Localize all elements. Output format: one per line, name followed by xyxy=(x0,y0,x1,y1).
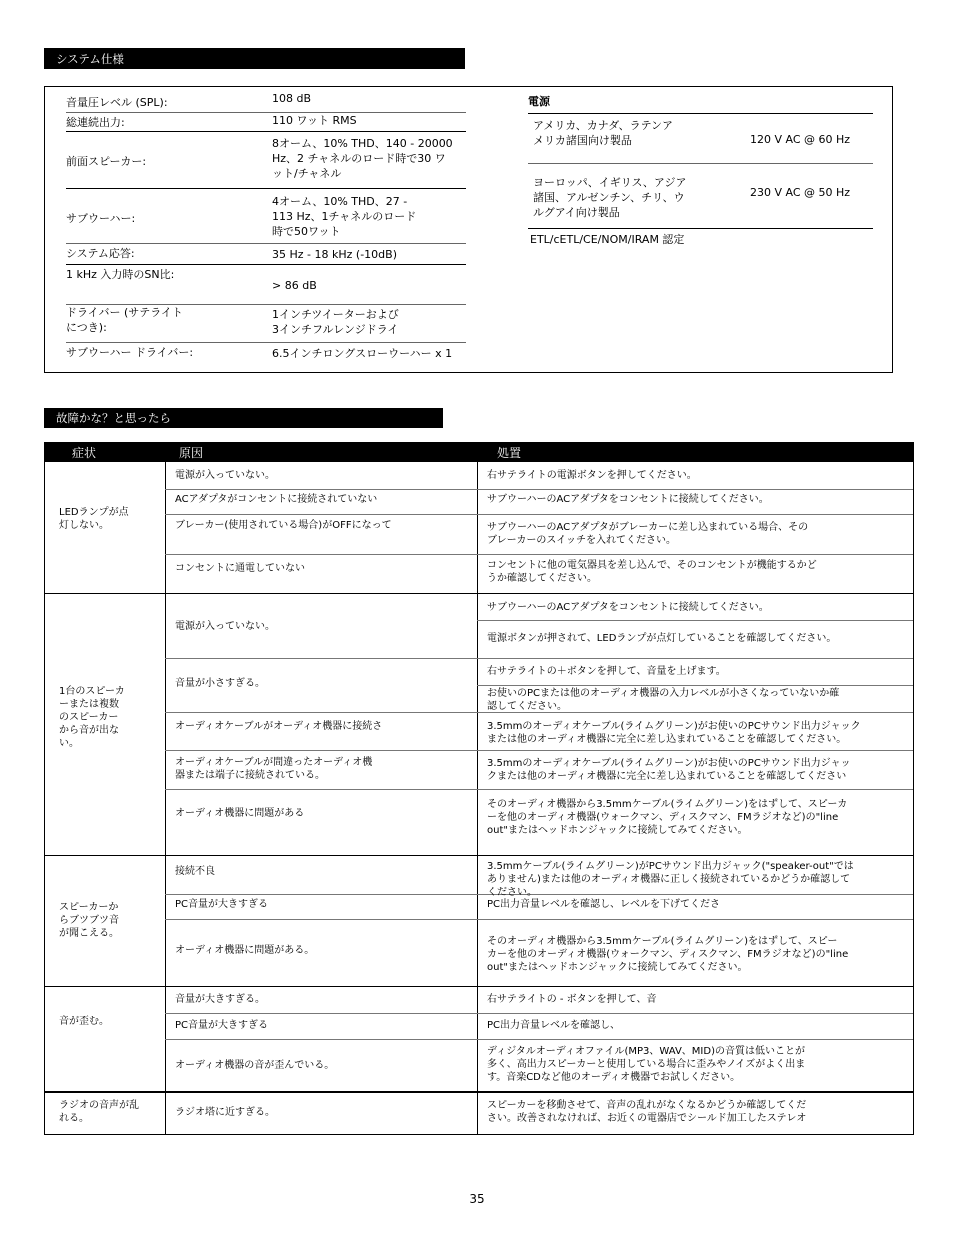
cause: ラジオ塔に近すぎる。 xyxy=(175,1107,275,1118)
solution: スピーカーを移動させて、音声の乱れがなくなるかどうか確認してくだ さい。改善されなければ、お近くの電器店でシールド加工したステレオ xyxy=(487,1100,807,1124)
symptom: 音が歪む。 xyxy=(59,1016,109,1027)
solution: コンセントに他の電気器具を差し込んで、そのコンセントが機能するかど うか確認してください。 xyxy=(487,560,817,584)
spec-box xyxy=(44,86,893,373)
symptom: 1台のスピーカ ーまたは複数 のスピーカー から音が出な い。 xyxy=(59,686,125,749)
trouble-group xyxy=(44,1091,914,1135)
cause: オーディオケーブルがオーディオ機器に接続さ xyxy=(175,721,383,732)
divider xyxy=(66,188,466,189)
divider xyxy=(66,243,466,244)
spec-label: ドライバー (サテライト xyxy=(66,306,183,319)
spec-value: 110 ワット RMS xyxy=(272,114,357,127)
solution: PC出力音量レベルを確認し、 xyxy=(487,1020,621,1031)
trouble-group xyxy=(44,855,914,987)
cause: オーディオ機器の音が歪んでいる。 xyxy=(175,1060,335,1071)
solution: 電源ボタンが押されて、LEDランプが点灯していることを確認してください。 xyxy=(487,633,837,644)
spec-value: 4オーム、10% THD、27 - xyxy=(272,195,408,208)
cause: コンセントに通電していない xyxy=(175,563,305,574)
solution: 3.5mmのオーディオケーブル(ライムグリーン)がお使いのPCサウンド出力ジャック または他のオーディオ機器に完全に差し込まれていることを確認してください。 xyxy=(487,721,861,745)
spec-label: サブウーハー: xyxy=(66,212,136,225)
trouble-group xyxy=(44,461,914,594)
symptom: LEDランプが点 灯しない。 xyxy=(59,507,129,531)
solution: そのオーディオ機器から3.5mmケーブル(ライムグリーン)をはずして、スピー カーを他のオーディオ機器(ウォークマン、ディスクマン、FMラジオなど)の"line out"またはヘッドホンジャックに接続してみてください。 xyxy=(487,936,849,973)
table-header xyxy=(44,442,914,461)
divider xyxy=(66,304,466,305)
power-region: ルグアイ向け製品 xyxy=(533,206,620,219)
cause: オーディオケーブルが間違ったオーディオ機 器または端子に接続されている。 xyxy=(175,757,373,781)
divider xyxy=(528,113,873,114)
cause: ブレーカー(使用されている場合)がOFFになって xyxy=(175,520,392,531)
power-region: 諸国、アルゼンチン、チリ、ウ xyxy=(533,191,685,204)
spec-value: 8オーム、10% THD、140 - 20000 xyxy=(272,137,453,150)
spec-label: 総連続出力: xyxy=(66,116,125,129)
spec-label: システム応答: xyxy=(66,247,135,260)
solution: サブウーハーのACアダプタがブレーカーに差し込まれている場合、その ブレーカーのスイッチを入れてください。 xyxy=(487,522,809,546)
solution: サブウーハーのACアダプタをコンセントに接続してください。 xyxy=(487,494,769,505)
solution: お使いのPCまたは他のオーディオ機器の入力レベルが小さくなっていないか確 認してください。 xyxy=(487,688,840,712)
solution: 右サテライトの＋ボタンを押して、音量を上げます。 xyxy=(487,666,726,677)
spec-value: 113 Hz、1チャネルのロード xyxy=(272,210,417,223)
symptom: スピーカーか らブツブツ音 が聞こえる。 xyxy=(59,902,119,939)
page-number: 35 xyxy=(469,1192,485,1206)
solution: サブウーハーのACアダプタをコンセントに接続してください。 xyxy=(487,602,769,613)
divider xyxy=(66,342,466,343)
power-region: ヨーロッパ、イギリス、アジア xyxy=(533,176,687,189)
symptom: ラジオの音声が乱 れる。 xyxy=(59,1100,139,1124)
solution: ディジタルオーディオファイル(MP3、WAV、MID)の音質は低いことが 多く、高出力スピーカーと使用している場合に歪みやノイズがよく出ま す。音楽CDなど他のオーディオ機器でお試しください。 xyxy=(487,1046,806,1083)
spec-value: 時で50ワット xyxy=(272,225,341,238)
spec-label: につき): xyxy=(66,321,107,334)
solution: 3.5mmケーブル(ライムグリーン)がPCサウンド出力ジャック("speaker-out"では ありません)または他のオーディオ機器に正しく接続されているかどうか確認して ください。 xyxy=(487,861,854,898)
certification: ETL/cETL/CE/NOM/IRAM 認定 xyxy=(530,233,685,246)
trouble-section-title: 故障かな？と思ったら xyxy=(44,408,443,428)
spec-value: > 86 dB xyxy=(272,279,317,292)
cause: PC音量が大きすぎる xyxy=(175,1020,269,1031)
solution: そのオーディオ機器から3.5mmケーブル(ライムグリーン)をはずして、スピーカ ーを他のオーディオ機器(ウォークマン、ディスクマン、FMラジオなど)の"line out"またはヘッドホンジャックに接続してみてください。 xyxy=(487,799,848,836)
cause: オーディオ機器に問題がある xyxy=(175,808,305,819)
header-solution: 処置 xyxy=(497,446,522,460)
spec-value: Hz、2 チャネルのロード時で30 ワ xyxy=(272,152,446,165)
power-region: メリカ諸国向け製品 xyxy=(533,134,632,147)
divider xyxy=(66,131,466,132)
spec-value: ット/チャネル xyxy=(272,167,342,180)
cause: ACアダプタがコンセントに接続されていない xyxy=(175,494,378,505)
spec-label: 前面スピーカー: xyxy=(66,155,147,168)
divider xyxy=(66,264,466,265)
cause: 電源が入っていない。 xyxy=(175,621,275,632)
spec-value: 3インチフルレンジドライ xyxy=(272,323,399,336)
spec-value: 35 Hz - 18 kHz (-10dB) xyxy=(272,248,397,261)
cause: 電源が入っていない。 xyxy=(175,470,275,481)
divider xyxy=(66,112,466,113)
header-cause: 原因 xyxy=(179,446,204,460)
cause: オーディオ機器に問題がある。 xyxy=(175,945,315,956)
solution: 右サテライトの - ボタンを押して、音 xyxy=(487,994,657,1005)
cause: PC音量が大きすぎる xyxy=(175,899,269,910)
cause: 接続不良 xyxy=(175,866,215,877)
power-region: アメリカ、カナダ、ラテンア xyxy=(533,119,674,132)
solution: PC出力音量レベルを確認し、レベルを下げてくださ xyxy=(487,899,721,910)
header-symptom: 症状 xyxy=(72,446,97,460)
power-value: 230 V AC @ 50 Hz xyxy=(750,186,851,199)
spec-label: サブウーハー ドライバー: xyxy=(66,346,194,359)
divider xyxy=(528,228,873,229)
divider xyxy=(528,163,873,164)
spec-value: 6.5インチロングスローウーハー x 1 xyxy=(272,347,453,360)
solution: 右サテライトの電源ボタンを押してください。 xyxy=(487,470,697,481)
spec-value: 108 dB xyxy=(272,92,312,105)
spec-label: 音量圧レベル (SPL): xyxy=(66,96,168,109)
power-value: 120 V AC @ 60 Hz xyxy=(750,133,851,146)
trouble-group xyxy=(44,986,914,1092)
solution: 3.5mmのオーディオケーブル(ライムグリーン)がお使いのPCサウンド出力ジャッ クまたは他のオーディオ機器に完全に差し込まれていることを確認してください xyxy=(487,758,851,782)
cause: 音量が大きすぎる。 xyxy=(175,994,265,1005)
spec-value: 1インチツイーターおよび xyxy=(272,308,399,321)
cause: 音量が小さすぎる。 xyxy=(175,678,265,689)
spec-section-title: システム仕様 xyxy=(44,48,465,69)
power-heading: 電源 xyxy=(528,95,550,108)
spec-label: 1 kHz 入力時のSN比: xyxy=(66,268,175,281)
trouble-group xyxy=(44,593,914,856)
